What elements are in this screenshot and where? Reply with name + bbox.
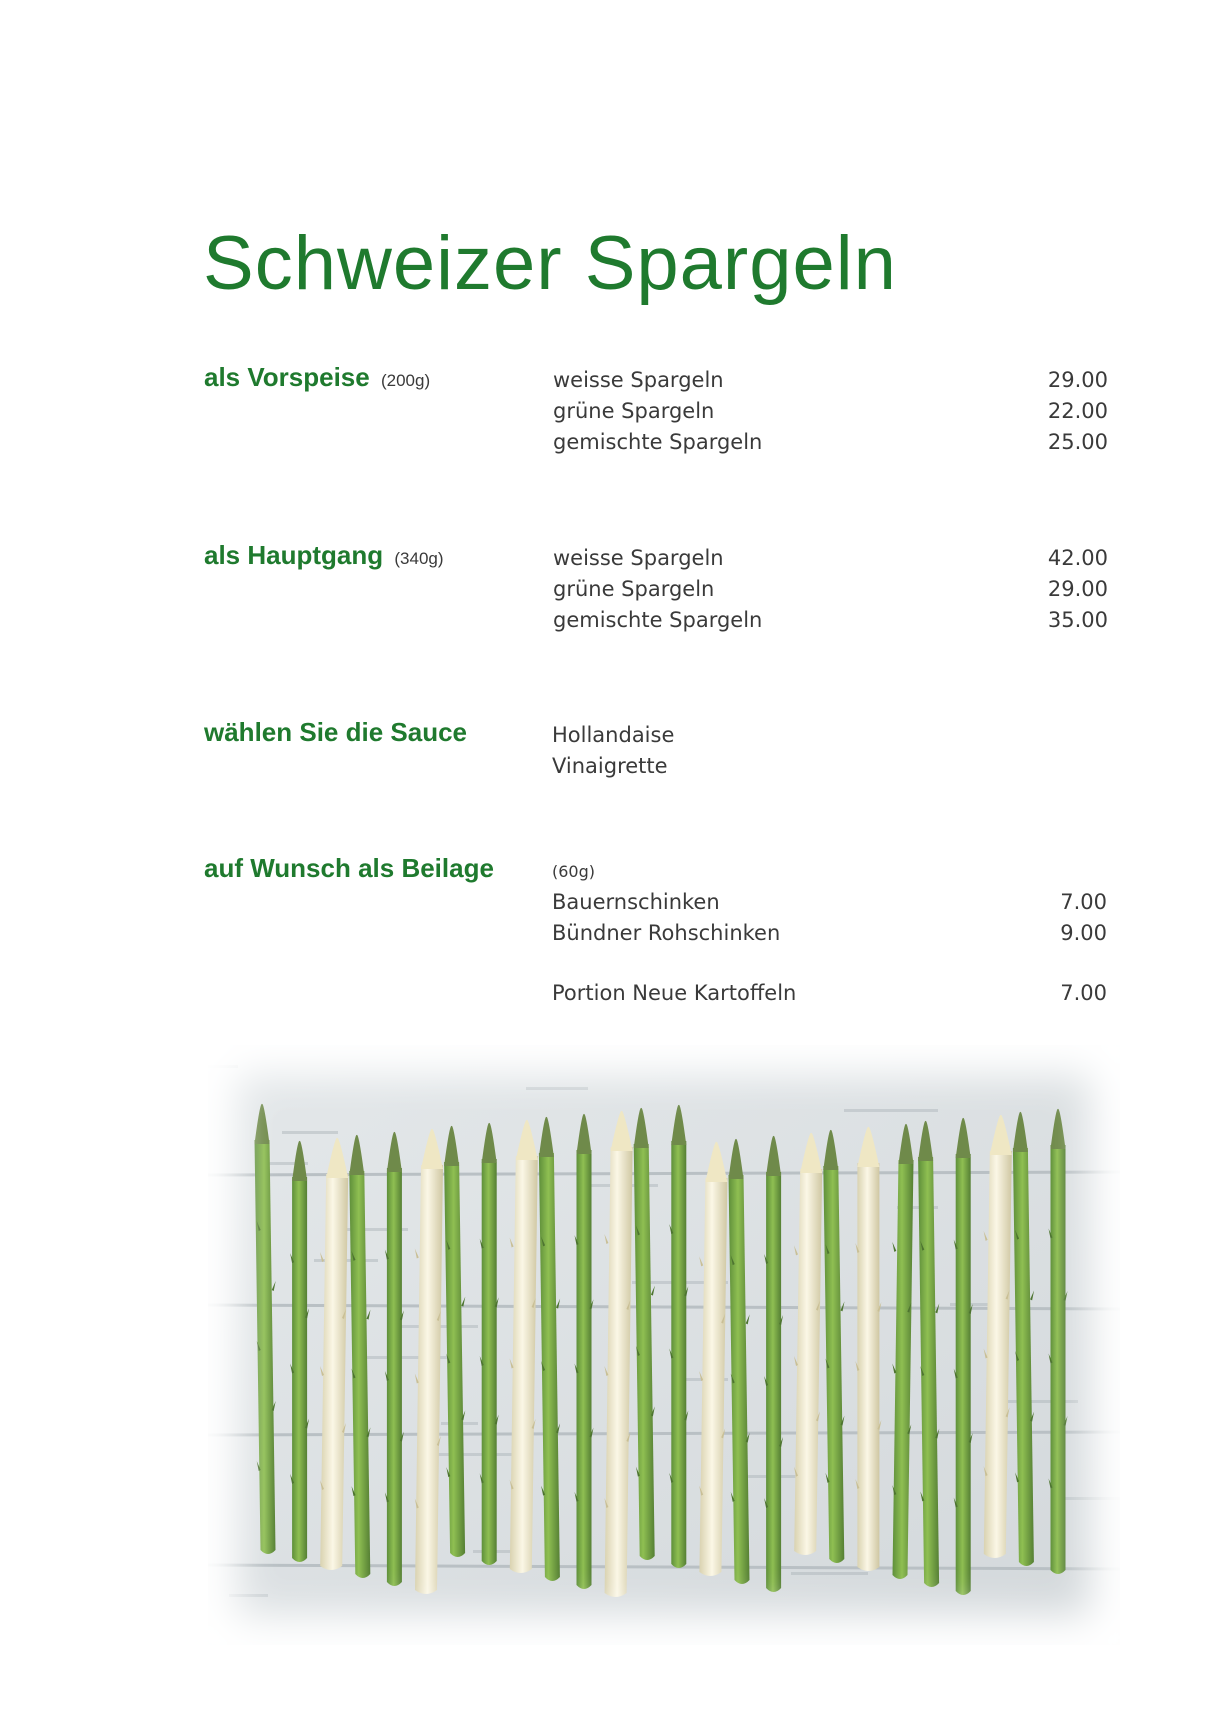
- wood-grain: [282, 1131, 338, 1134]
- wood-grain: [208, 1065, 238, 1068]
- item-name: grüne Spargeln: [553, 399, 715, 423]
- menu-item: [552, 887, 1107, 918]
- item-name: weisse Spargeln: [553, 546, 724, 570]
- item-price: 7.00: [1060, 890, 1107, 914]
- item-name: Bauernschinken: [552, 890, 720, 914]
- section-weight-note: (340g): [394, 549, 444, 568]
- section-label: [204, 717, 467, 748]
- menu-item: [552, 918, 1107, 949]
- item-price: 22.00: [1047, 399, 1108, 423]
- asparagus-illustration: [208, 1045, 1120, 1645]
- item-list: [553, 543, 1108, 636]
- sauce-option: [552, 720, 1107, 751]
- sauce-option: [552, 751, 1107, 782]
- wood-grain: [229, 1594, 268, 1597]
- menu-item: [553, 365, 1108, 396]
- item-list: [552, 720, 1107, 782]
- green-asparagus-spear: [575, 1114, 594, 1589]
- green-asparagus-spear: [290, 1141, 309, 1562]
- item-name: Vinaigrette: [552, 754, 668, 778]
- section-label: [204, 362, 430, 393]
- menu-item: [552, 978, 1107, 1009]
- menu-item: [553, 543, 1108, 574]
- wood-grain: [791, 1572, 868, 1575]
- menu-item: [553, 605, 1108, 636]
- section-label-text: wählen Sie die Sauce: [204, 717, 467, 747]
- item-name: grüne Spargeln: [553, 577, 715, 601]
- section-weight-note: (200g): [380, 371, 431, 390]
- item-price: 25.00: [1047, 430, 1108, 454]
- menu-item: [553, 396, 1108, 427]
- menu-item: [553, 574, 1108, 605]
- item-price: 9.00: [1060, 921, 1107, 945]
- white-asparagus-spear: [855, 1127, 881, 1571]
- wood-grain: [1003, 1400, 1078, 1403]
- item-name: weisse Spargeln: [553, 368, 724, 392]
- item-price: 42.00: [1047, 546, 1108, 570]
- items-weight-note: (60g): [552, 862, 595, 881]
- item-name: Bündner Rohschinken: [552, 921, 781, 945]
- section-label-text: als Hauptgang: [204, 540, 384, 570]
- item-price: 29.00: [1047, 368, 1108, 392]
- item-list: [553, 365, 1108, 458]
- item-price: 29.00: [1047, 577, 1108, 601]
- menu-item: [553, 427, 1108, 458]
- item-name: Hollandaise: [552, 723, 675, 747]
- item-name: Portion Neue Kartoffeln: [552, 981, 797, 1005]
- wood-grain: [1056, 1497, 1120, 1500]
- wood-grain: [526, 1087, 588, 1090]
- section-label-text: auf Wunsch als Beilage: [204, 853, 494, 883]
- spacer: [552, 949, 1107, 978]
- green-asparagus-spear: [764, 1136, 783, 1592]
- section-label: [204, 540, 444, 571]
- asparagus-photo: [208, 1045, 1120, 1645]
- item-price: 7.00: [1060, 981, 1107, 1005]
- section-label-text: als Vorspeise: [204, 362, 370, 392]
- item-list: [552, 856, 1107, 1009]
- page-title: Schweizer Spargeln: [203, 221, 897, 306]
- green-asparagus-spear: [1049, 1109, 1068, 1574]
- item-price: 35.00: [1047, 608, 1108, 632]
- item-name: gemischte Spargeln: [553, 430, 763, 454]
- wood-grain: [844, 1109, 938, 1112]
- green-asparagus-spear: [954, 1118, 973, 1595]
- item-name: gemischte Spargeln: [553, 608, 763, 632]
- green-asparagus-spear: [669, 1105, 688, 1568]
- green-asparagus-spear: [385, 1132, 404, 1586]
- section-label: [204, 853, 494, 884]
- green-asparagus-spear: [480, 1123, 499, 1565]
